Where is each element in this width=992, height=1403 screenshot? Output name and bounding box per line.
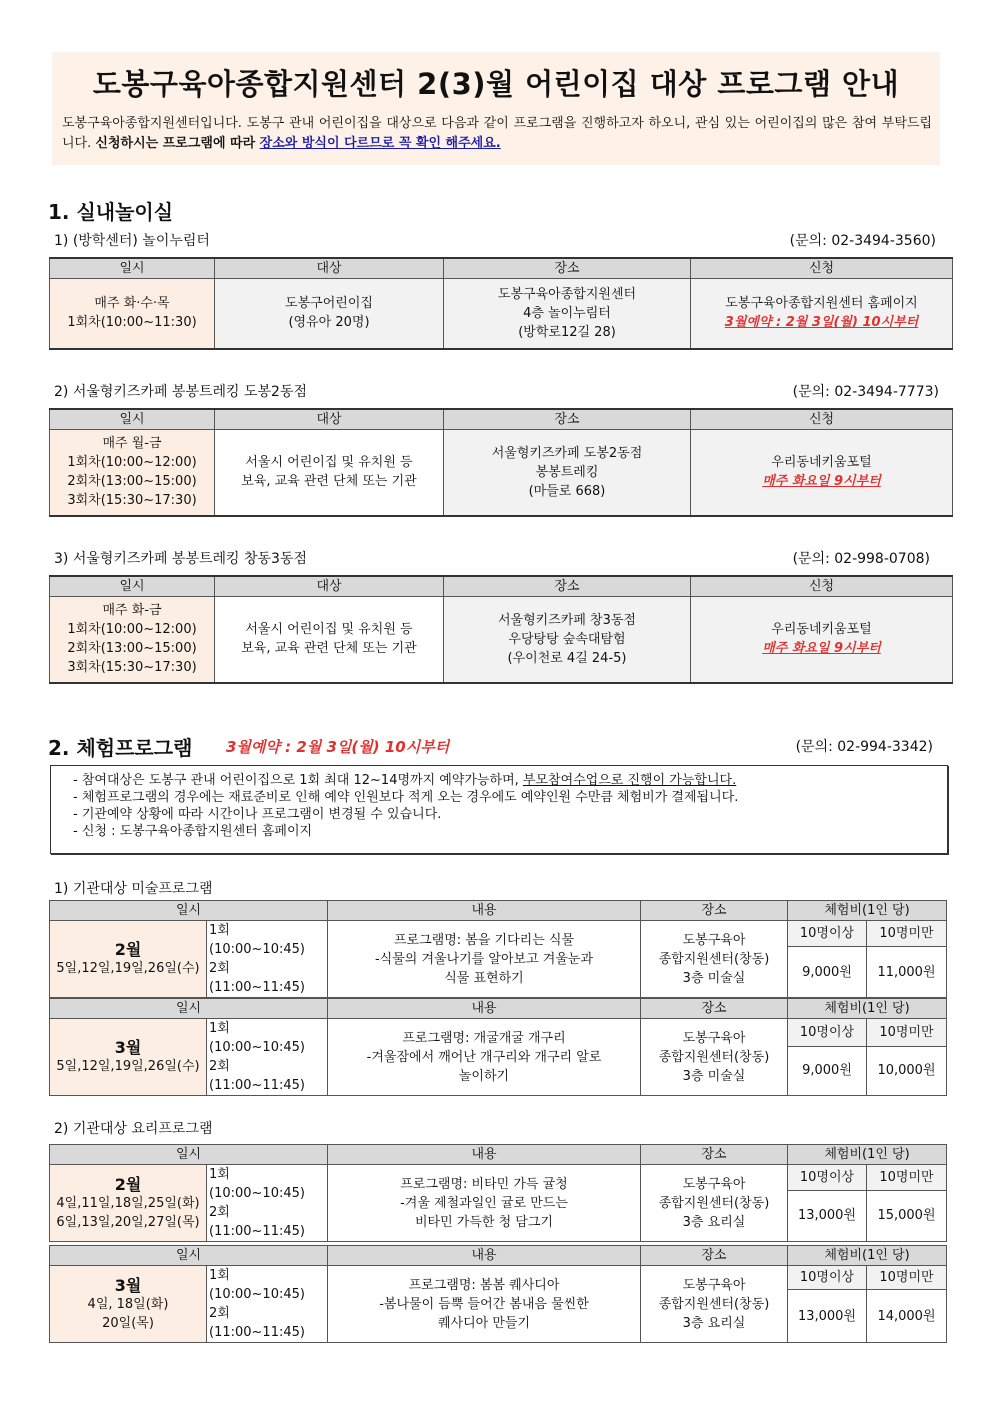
program3-contact: (문의: 02-998-0708)	[792, 551, 930, 567]
fee-under: 15,000원	[867, 1190, 947, 1241]
art-mar-table: 일시 내용 장소 체험비(1인 당) 3월 5일,12일,19일,26일(수) 1회(10:00~10:45) 2회(11:00~11:45) 프로그램명: 개굴개굴 개구리 -겨울잠에서 깨어난 개구리와 개구리 알로 놀이하기 도봉구육아 종합지원센터(창동) 3층 미술실 10명이상 10명미만 9,000원 10,000원	[49, 998, 947, 1096]
place-cell: 서울형키즈카페 도봉2동점 봉봉트레킹 (마들로 668)	[444, 430, 691, 516]
intro-notice: 장소와 방식이 다르므로 꼭 확인 해주세요.	[259, 136, 501, 151]
intro-plain: 도봉구육아종합지원센터입니다. 도봉구 관내 어린이집을 대상으로 다음과 같이 프로그램을 진행하고자 하오니, 관심 있는 어린이집의 많은 참여 부탁드립니다.	[62, 116, 932, 151]
section2-heading: 2. 체험프로그램	[48, 736, 193, 760]
target-cell: 도봉구어린이집 (영유아 20명)	[215, 279, 444, 349]
fee-under: 11,000원	[867, 947, 947, 998]
program2-table: 일시 대상 장소 신청 매주 월-금 1회차(10:00~12:00) 2회차(13:00~15:00) 3회차(15:30~17:30) 서울시 어린이집 및 유치원 등 보육, 교육 관련 단체 또는 기관 서울형키즈카페 도봉2동점 봉봉트레킹 (마들로 668) 우리동네키움포털 매주 화요일 9시부터	[49, 408, 953, 517]
header-box	[52, 52, 940, 165]
date-cell: 매주 화-금 1회차(10:00~12:00) 2회차(13:00~15:00) 3회차(15:30~17:30)	[50, 597, 215, 683]
cook-mar-table: 일시 내용 장소 체험비(1인 당) 3월 4일, 18일(화) 20일(목) 1회(10:00~10:45) 2회(11:00~11:45) 프로그램명: 봄봄 퀘사디아 -봄나물이 듬뿍 들어간 봄내음 물씬한 퀘사디아 만들기 도봉구육아 종합지원센터(창동) 3층 요리실 10명이상 10명미만 13,000원 14,000원	[49, 1245, 947, 1343]
col-date: 일시	[50, 258, 215, 279]
apply-cell: 우리동네키움포털 매주 화요일 9시부터	[691, 597, 953, 683]
fee-over: 13,000원	[788, 1190, 867, 1241]
target-cell: 서울시 어린이집 및 유치원 등 보육, 교육 관련 단체 또는 기관	[215, 597, 444, 683]
page-title: 도봉구육아종합지원센터 2(3)월 어린이집 대상 프로그램 안내	[92, 67, 900, 101]
art-feb-table: 일시 내용 장소 체험비(1인 당) 2월 5일,12일,19일,26일(수) 1회(10:00~10:45) 2회(11:00~11:45) 프로그램명: 봄을 기다리는 식물 -식물의 겨울나기를 알아보고 겨울눈과 식물 표현하기 도봉구육아 종합지원센터(창동) 3층 미술실 10명이상 10명미만 9,000원 11,000원	[49, 900, 947, 998]
month-cell: 3월 4일, 18일(화) 20일(목)	[50, 1266, 207, 1343]
program1-table	[49, 257, 953, 350]
content-cell: 프로그램명: 개굴개굴 개구리 -겨울잠에서 깨어난 개구리와 개구리 알로 놀이하기	[328, 1019, 641, 1096]
time-cell: 1회(10:00~10:45) 2회(11:00~11:45)	[207, 921, 328, 998]
col-apply: 신청	[691, 258, 953, 279]
place-cell: 도봉구육아종합지원센터 4층 놀이누림터 (방학로12길 28)	[444, 279, 691, 349]
month-cell: 2월 4일,11일,18일,25일(화) 6일,13일,20일,27일(목)	[50, 1165, 207, 1242]
program3-table: 일시 대상 장소 신청 매주 화-금 1회차(10:00~12:00) 2회차(13:00~15:00) 3회차(15:30~17:30) 서울시 어린이집 및 유치원 등 보육, 교육 관련 단체 또는 기관 서울형키즈카페 창3동점 우당탕탕 숲속대탐험 (우이천로 4길 24-5) 우리동네키움포털 매주 화요일 9시부터	[49, 575, 953, 684]
place-cell: 도봉구육아 종합지원센터(창동) 3층 미술실	[641, 921, 788, 998]
place-cell: 서울형키즈카페 창3동점 우당탕탕 숲속대탐험 (우이천로 4길 24-5)	[444, 597, 691, 683]
section2-reserve: 3월예약 : 2월 3일(월) 10시부터	[226, 738, 450, 756]
program1-title: 1) (방학센터) 놀이누림터	[54, 233, 210, 249]
date-cell: 매주 월-금 1회차(10:00~12:00) 2회차(13:00~15:00) 3회차(15:30~17:30)	[50, 430, 215, 516]
apply-cell: 우리동네키움포털 매주 화요일 9시부터	[691, 430, 953, 516]
program2-contact: (문의: 02-3494-7773)	[792, 384, 939, 400]
month-cell: 3월 5일,12일,19일,26일(수)	[50, 1019, 207, 1096]
content-cell: 프로그램명: 봄을 기다리는 식물 -식물의 겨울나기를 알아보고 겨울눈과 식물 표현하기	[328, 921, 641, 998]
col-place: 장소	[444, 258, 691, 279]
fee-under: 10,000원	[867, 1046, 947, 1095]
time-cell: 1회(10:00~10:45) 2회(11:00~11:45)	[207, 1019, 328, 1096]
time-cell: 1회(10:00~10:45) 2회(11:00~11:45)	[207, 1165, 328, 1242]
content-cell: 프로그램명: 비타민 가득 귤청 -겨울 제철과일인 귤로 만드는 비타민 가득한 청 담그기	[328, 1165, 641, 1242]
place-cell: 도봉구육아 종합지원센터(창동) 3층 요리실	[641, 1266, 788, 1343]
art-title: 1) 기관대상 미술프로그램	[54, 881, 213, 897]
col-target: 대상	[215, 258, 444, 279]
cook-feb-table: 일시 내용 장소 체험비(1인 당) 2월 4일,11일,18일,25일(화) 6일,13일,20일,27일(목) 1회(10:00~10:45) 2회(11:00~11:45) 프로그램명: 비타민 가득 귤청 -겨울 제철과일인 귤로 만드는 비타민 가득한 청 담그기 도봉구육아 종합지원센터(창동) 3층 요리실 10명이상 10명미만 13,000원 15,000원	[49, 1144, 947, 1242]
fee-over: 13,000원	[788, 1290, 867, 1343]
time-cell: 1회(10:00~10:45) 2회(11:00~11:45)	[207, 1266, 328, 1343]
intro-bold: 신청하시는 프로그램에 따라	[95, 136, 260, 151]
place-cell: 도봉구육아 종합지원센터(창동) 3층 미술실	[641, 1019, 788, 1096]
notice-box: - 참여대상은 도봉구 관내 어린이집으로 1회 최대 12~14명까지 예약가능하며, 부모참여수업으로 진행이 가능합니다. - 체험프로그램의 경우에는 재료준비로 인해 예약 인원보다 적게 오는 경우에도 예약인원 수만큼 체험비가 결제됩니다. - 기관예약 상황에 따라 시간이나 프로그램이 변경될 수 있습니다. - 신청 : 도봉구육아종합지원센터 홈페이지	[50, 765, 948, 854]
fee-over: 9,000원	[788, 1046, 867, 1095]
apply-cell: 도봉구육아종합지원센터 홈페이지 3월예약 : 2월 3일(월) 10시부터	[691, 279, 953, 349]
section2-contact: (문의: 02-994-3342)	[795, 739, 933, 755]
program2-title: 2) 서울형키즈카페 봉봉트레킹 도봉2동점	[54, 384, 308, 400]
program1-contact: (문의: 02-3494-3560)	[789, 233, 936, 249]
section1-heading: 1. 실내놀이실	[48, 200, 174, 224]
cook-title: 2) 기관대상 요리프로그램	[54, 1121, 213, 1137]
date-cell: 매주 화·수·목 1회차(10:00~11:30)	[50, 279, 215, 349]
content-cell: 프로그램명: 봄봄 퀘사디아 -봄나물이 듬뿍 들어간 봄내음 물씬한 퀘사디아 만들기	[328, 1266, 641, 1343]
month-cell: 2월 5일,12일,19일,26일(수)	[50, 921, 207, 998]
reservation-note: 3월예약 : 2월 3일(월) 10시부터	[724, 315, 919, 331]
intro-text	[62, 114, 932, 154]
program3-title: 3) 서울형키즈카페 봉봉트레킹 창동3동점	[54, 551, 308, 567]
fee-over: 9,000원	[788, 947, 867, 998]
place-cell: 도봉구육아 종합지원센터(창동) 3층 요리실	[641, 1165, 788, 1242]
target-cell: 서울시 어린이집 및 유치원 등 보육, 교육 관련 단체 또는 기관	[215, 430, 444, 516]
fee-under: 14,000원	[867, 1290, 947, 1343]
